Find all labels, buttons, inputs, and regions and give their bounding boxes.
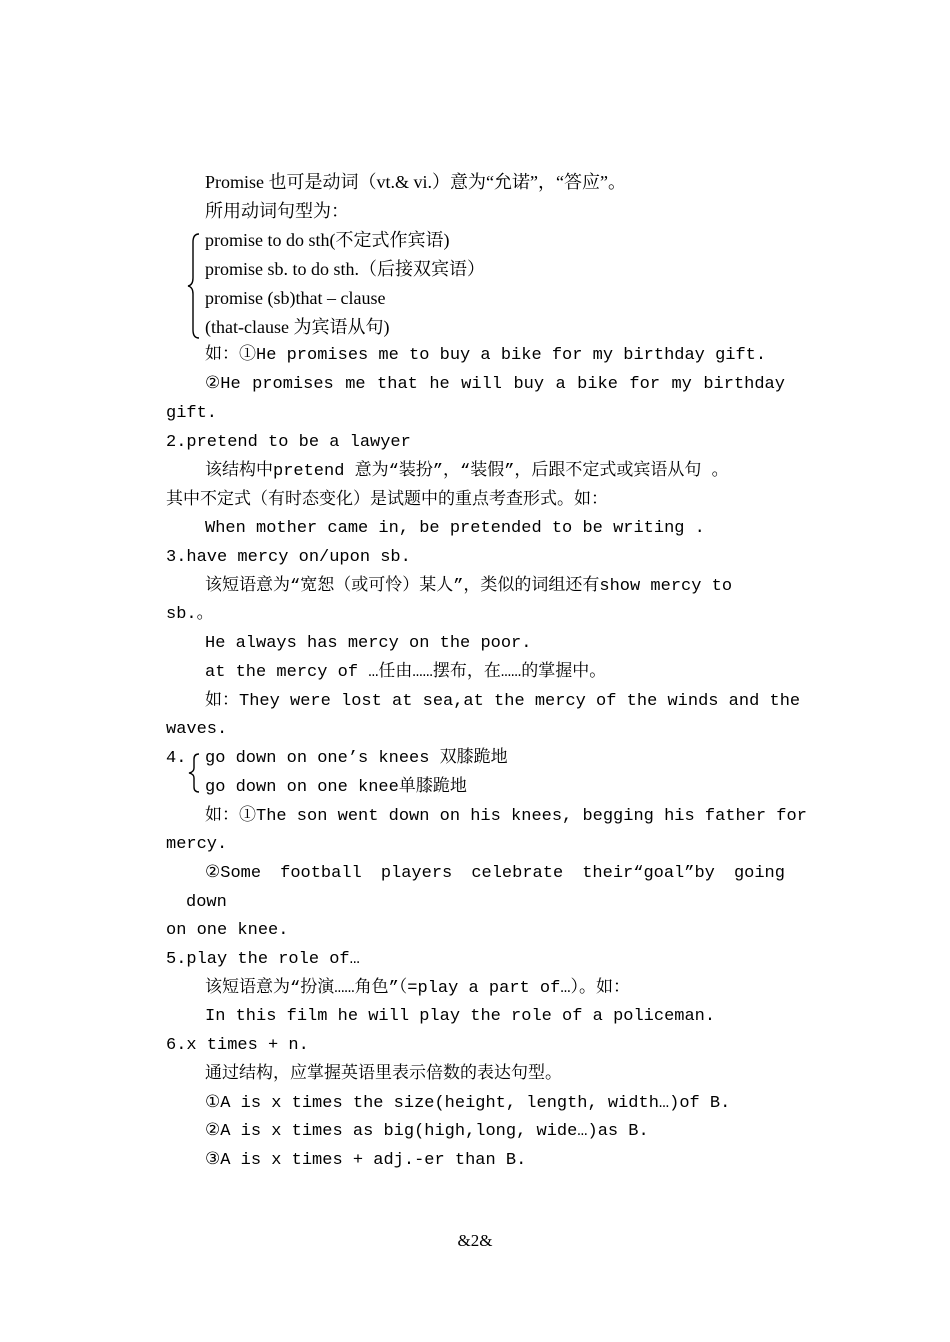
word: will	[461, 375, 502, 394]
text-line: on one knee.	[166, 921, 289, 940]
text-line: ①A is x times the size(height, length, width…)of B.	[205, 1094, 731, 1113]
word: he	[429, 375, 450, 394]
word: celebrate	[471, 864, 564, 883]
text-line: Promise 也可是动词（vt.& vi.）意为“允诺”，“答应”。	[205, 172, 626, 192]
text-line: When mother came in, be pretended to be writing .	[205, 519, 705, 538]
text-line: at the mercy of …任由……摆布，在……的掌握中。	[205, 663, 607, 682]
word: football	[280, 864, 362, 883]
curly-brace-icon	[186, 232, 202, 340]
section-heading: 6.x times + n.	[166, 1036, 309, 1055]
text-line: ③A is x times + adj.-er than B.	[205, 1151, 527, 1170]
word: ②He	[205, 375, 241, 394]
word: their“goal”by	[582, 864, 715, 883]
word: promises	[252, 375, 334, 394]
word: for	[629, 375, 661, 394]
text-line: 该结构中pretend 意为“装扮”，“装假”，后跟不定式或宾语从句 。	[205, 462, 729, 481]
text-line: go down on one knee单膝跪地	[205, 778, 467, 797]
section-heading: 3.have mercy on/upon sb.	[166, 548, 411, 567]
justified-line	[205, 859, 785, 888]
text-line: promise sb. to do sth.（后接双宾语）	[205, 259, 486, 279]
text-line: mercy.	[166, 835, 228, 854]
word: that	[377, 375, 418, 394]
text-line: 通过结构，应掌握英语里表示倍数的表达句型。	[205, 1065, 562, 1084]
page-number: &2&	[457, 1231, 493, 1250]
section-heading: 5.play the role of…	[166, 950, 360, 969]
curly-brace-icon	[187, 752, 201, 794]
text-line: gift.	[166, 404, 218, 423]
text-line: ②A is x times as big(high,long, wide…)as B.	[205, 1122, 649, 1141]
text-line: In this film he will play the role of a policeman.	[205, 1007, 716, 1026]
text-line: 该短语意为“宽恕（或可怜）某人”，类似的词组还有show mercy to	[205, 577, 733, 596]
text-line: waves.	[166, 720, 228, 739]
section-heading: 4.	[166, 749, 187, 768]
text-line: go down on one’s knees 双膝跪地	[205, 749, 508, 768]
text-line: 所用动词句型为：	[205, 201, 349, 221]
text-line: He always has mercy on the poor.	[205, 634, 532, 653]
text-line: 其中不定式（有时态变化）是试题中的重点考查形式。如：	[166, 491, 608, 510]
word: buy	[513, 375, 545, 394]
word: going	[733, 864, 785, 883]
word: bike	[577, 375, 618, 394]
text-line: 如：①The son went down on his knees, begging his father for	[205, 807, 807, 826]
justified-line	[205, 370, 785, 399]
text-line: promise to do sth(不定式作宾语)	[205, 230, 450, 250]
text-line: 如：They were lost at sea,at the mercy of the winds and the	[205, 692, 801, 711]
section-heading: 2.pretend to be a lawyer	[166, 433, 411, 452]
text-line: 该短语意为“扮演……角色”（=play a part of…）。如：	[205, 979, 631, 998]
word: players	[380, 864, 453, 883]
text-line: down	[186, 893, 227, 912]
text-line: (that-clause 为宾语从句)	[205, 317, 390, 337]
text-line: 如：①He promises me to buy a bike for my birthday gift.	[205, 346, 767, 365]
word: me	[345, 375, 366, 394]
word: birthday	[703, 375, 785, 394]
text-line: sb.。	[166, 605, 214, 624]
word: a	[555, 375, 566, 394]
text-line: promise (sb)that – clause	[205, 288, 386, 308]
word: my	[671, 375, 692, 394]
word: ②Some	[205, 864, 262, 883]
